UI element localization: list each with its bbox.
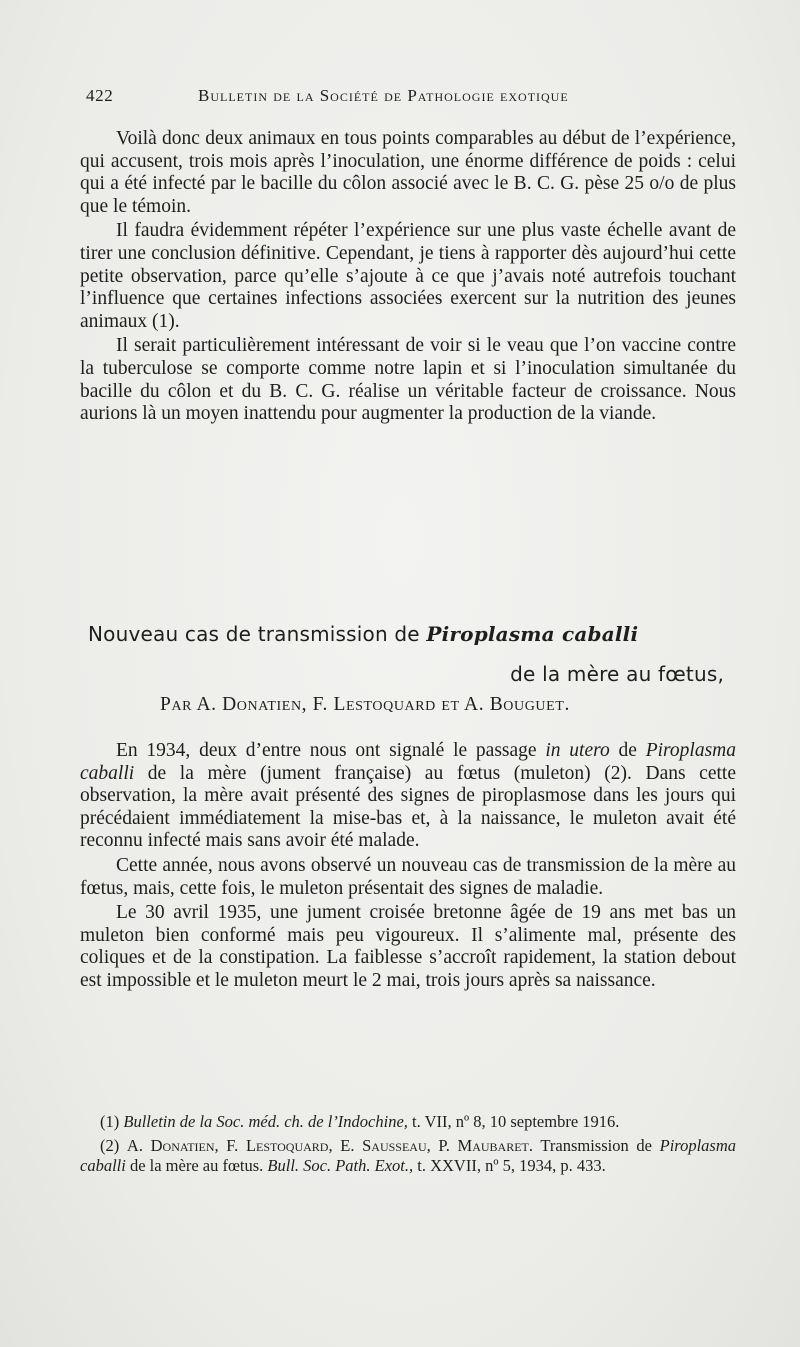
footnotes	[80, 1112, 736, 1180]
paragraph: Cette année, nous avons observé un nouveau cas de transmission de la mère au fœtus, mais, cette fois, le muleton présentait des signes de maladie.	[80, 854, 736, 899]
article-authors: Par A. Donatien, F. Lestoquard et A. Bouguet.	[160, 694, 570, 715]
running-title: Bulletin de la Société de Pathologie exotique	[198, 86, 569, 105]
paragraph: Il serait particulièrement intéressant de voir si le veau que l’on vaccine contre la tuberculose se comporte comme notre lapin et si l’inoculation simultanée du bacille du côlon et du B. C. G. réalise un véritable facteur de croissance. Nous aurions là un moyen inattendu pour augmenter la production de la viande.	[80, 335, 736, 425]
footnote-1: (1) Bulletin de la Soc. méd. ch. de l’Indochine, t. VII, nº 8, 10 septembre 1916.	[100, 1112, 620, 1131]
article-title-line-1: Nouveau cas de transmission de Piroplasma caballi	[88, 622, 639, 646]
species-name: Piroplasma caballi	[426, 622, 639, 646]
paragraph: En 1934, deux d’entre nous ont signalé le passage in utero de Piroplasma caballi de la mère (jument française) au fœtus (muleton) (2). Dans cette observation, la mère avait présenté des signes de piroplasmose dans les jours qui précédaient immédiatement la mise-bas et, à la naissance, le muleton avait été reconnu infecté mais sans avoir été malade.	[80, 740, 737, 852]
footnote-2: (2) A. Donatien, F. Lestoquard, E. Sausseau, P. Maubaret. Transmission de Piroplasma caballi de la mère au fœtus. Bull. Soc. Path. Exot., t. XXVII, nº 5, 1934, p. 433.	[80, 1135, 737, 1175]
paragraph: Voilà donc deux animaux en tous points comparables au début de l’expérience, qui accusent, trois mois après l’inoculation, une énorme différence de poids : celui qui a été infecté par le bacille du côlon associé avec le B. C. G. pèse 25 o/o de plus que le témoin.	[80, 128, 736, 217]
page-number: 422	[86, 86, 114, 105]
paragraph: Le 30 avril 1935, une jument croisée bretonne âgée de 19 ans met bas un muleton bien conformé mais peu vigoureux. Il s’alimente mal, présente des coliques et de la constipation. La faiblesse s’accroît rapidement, la station debout est impossible et le muleton meurt le 2 mai, trois jours après sa naissance.	[80, 902, 736, 991]
article-body	[80, 740, 736, 995]
article-title-line-2: de la mère au fœtus,	[510, 662, 724, 686]
paragraph: Il faudra évidemment répéter l’expérience sur une plus vaste échelle avant de tirer une conclusion définitive. Cependant, je tiens à rapporter dès aujourd’hui cette petite observation, parce qu’elle s’ajoute à ce que j’avais noté autrefois touchant l’influence que certaines infections associées exercent sur la nutrition des jeunes animaux (1).	[80, 220, 736, 332]
previous-article-text	[80, 128, 736, 428]
